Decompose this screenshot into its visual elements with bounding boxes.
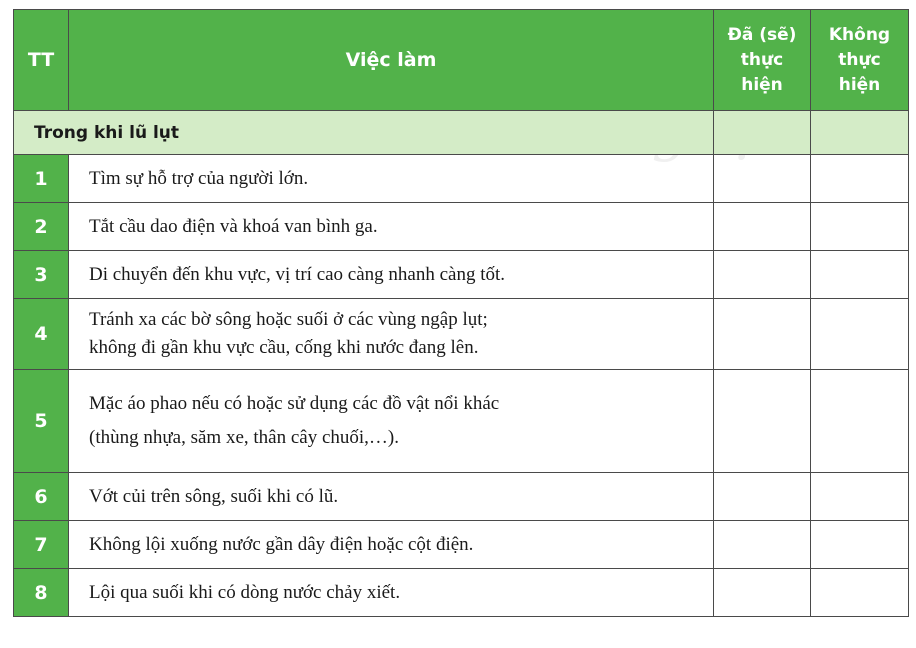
table-row <box>14 473 909 521</box>
header-work: Việc làm <box>69 10 714 111</box>
table-row <box>14 155 909 203</box>
row-action-line: (thùng nhựa, săm xe, thân cây chuối,…). <box>89 427 399 448</box>
header-not-done-line: hiện <box>838 74 881 95</box>
row-action-text <box>69 203 714 251</box>
done-check-cell[interactable] <box>714 155 811 203</box>
header-done-line: Đã (sẽ) <box>727 24 797 45</box>
row-number: 7 <box>14 521 69 569</box>
row-action-text <box>69 569 714 617</box>
row-number: 6 <box>14 473 69 521</box>
header-done-line: thực <box>740 49 784 70</box>
row-action-text <box>69 251 714 299</box>
row-action-text <box>69 299 714 370</box>
table-row <box>14 251 909 299</box>
row-number: 2 <box>14 203 69 251</box>
table-row <box>14 569 909 617</box>
table-row <box>14 521 909 569</box>
header-done-line: hiện <box>741 74 783 95</box>
row-action-line: Di chuyển đến khu vực, vị trí cao càng nhanh càng tốt. <box>89 263 506 285</box>
done-check-cell[interactable] <box>714 370 811 473</box>
section-empty-cell <box>714 111 811 155</box>
table-header-row <box>14 10 909 111</box>
not-done-check-cell[interactable] <box>811 521 909 569</box>
row-action-text <box>69 155 714 203</box>
row-action-line: Lội qua suối khi có dòng nước chảy xiết. <box>89 581 401 603</box>
row-number: 8 <box>14 569 69 617</box>
done-check-cell[interactable] <box>714 299 811 370</box>
section-title: Trong khi lũ lụt <box>14 111 714 155</box>
done-check-cell[interactable] <box>714 473 811 521</box>
done-check-cell[interactable] <box>714 251 811 299</box>
header-not-done-line: Không <box>828 24 891 45</box>
done-check-cell[interactable] <box>714 521 811 569</box>
row-action-text <box>69 521 714 569</box>
row-action-line: không đi gần khu vực cầu, cống khi nước đang lên. <box>89 337 479 358</box>
row-number: 4 <box>14 299 69 370</box>
not-done-check-cell[interactable] <box>811 203 909 251</box>
section-empty-cell <box>811 111 909 155</box>
header-done <box>714 10 811 111</box>
section-row <box>14 111 909 155</box>
row-number: 1 <box>14 155 69 203</box>
not-done-check-cell[interactable] <box>811 569 909 617</box>
row-action-text <box>69 473 714 521</box>
not-done-check-cell[interactable] <box>811 473 909 521</box>
row-action-line: Không lội xuống nước gần dây điện hoặc cột điện. <box>89 533 474 555</box>
header-not-done-line: thực <box>838 49 881 70</box>
not-done-check-cell[interactable] <box>811 299 909 370</box>
done-check-cell[interactable] <box>714 569 811 617</box>
row-action-line: Vớt củi trên sông, suối khi có lũ. <box>89 485 339 507</box>
row-action-line: Tắt cầu dao điện và khoá van bình ga. <box>89 215 378 237</box>
activity-checklist-table <box>13 9 909 617</box>
row-number: 5 <box>14 370 69 473</box>
table-row <box>14 370 909 473</box>
row-action-line: Tránh xa các bờ sông hoặc suối ở các vùng ngập lụt; <box>89 309 488 330</box>
table-row <box>14 299 909 370</box>
row-action-text <box>69 370 714 473</box>
row-action-line: Mặc áo phao nếu có hoặc sử dụng các đồ vật nổi khác <box>89 393 500 414</box>
not-done-check-cell[interactable] <box>811 251 909 299</box>
not-done-check-cell[interactable] <box>811 370 909 473</box>
header-tt: TT <box>14 10 69 111</box>
not-done-check-cell[interactable] <box>811 155 909 203</box>
table-row <box>14 203 909 251</box>
header-not-done <box>811 10 909 111</box>
row-number: 3 <box>14 251 69 299</box>
done-check-cell[interactable] <box>714 203 811 251</box>
activity-table-container <box>13 9 908 617</box>
row-action-line: Tìm sự hỗ trợ của người lớn. <box>89 167 309 189</box>
